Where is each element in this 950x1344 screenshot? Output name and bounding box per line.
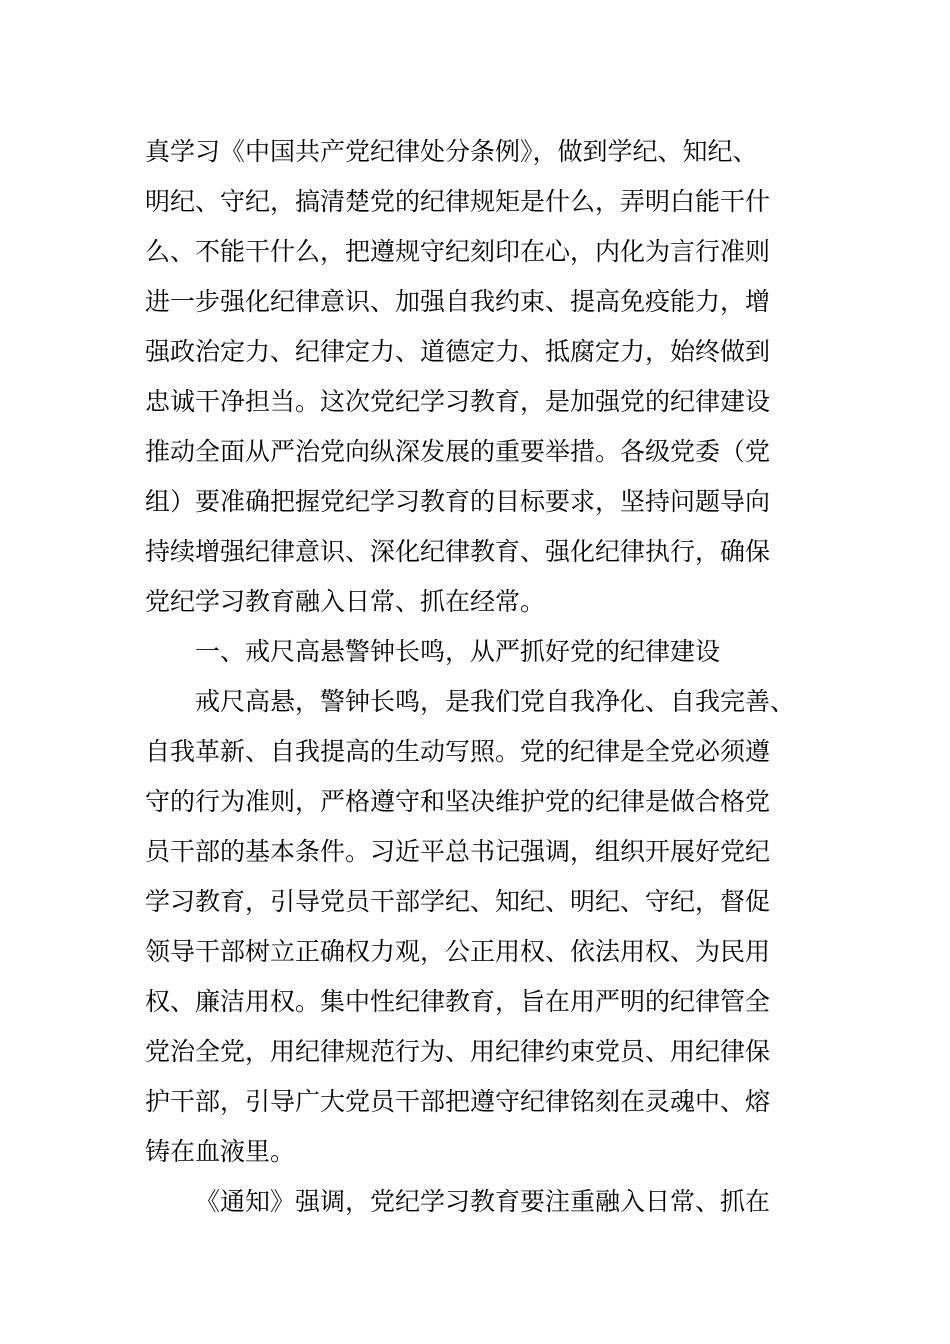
text-line: 么、不能干什么，把遵规守纪刻印在心，内化为言行准则 [145,237,771,266]
paragraph-start-line: 戒尺高悬，警钟长鸣，是我们党自我净化、自我完善、 [195,687,796,716]
text-line: 护干部，引导广大党员干部把遵守纪律铭刻在灵魂中、熔 [145,1087,771,1116]
text-line: 守的行为准则，严格遵守和坚决维护党的纪律是做合格党 [145,787,771,816]
text-line: 权、廉洁用权。集中性纪律教育，旨在用严明的纪律管全 [145,987,771,1016]
text-line: 忠诚干净担当。这次党纪学习教育，是加强党的纪律建设 [145,387,771,416]
section-heading: 一、戒尺高悬警钟长鸣，从严抓好党的纪律建设 [195,637,721,666]
paragraph-start-line: 《通知》强调，党纪学习教育要注重融入日常、抓在 [195,1187,771,1216]
text-line: 真学习《中国共产党纪律处分条例》，做到学纪、知纪、 [145,137,758,166]
text-line: 进一步强化纪律意识、加强自我约束、提高免疫能力，增 [145,287,771,316]
text-line: 员干部的基本条件。习近平总书记强调，组织开展好党纪 [145,837,771,866]
text-line: 领导干部树立正确权力观，公正用权、依法用权、为民用 [145,937,771,966]
text-line: 持续增强纪律意识、深化纪律教育、强化纪律执行，确保 [145,537,771,566]
text-line: 党治全党，用纪律规范行为、用纪律约束党员、用纪律保 [145,1037,771,1066]
text-line: 党纪学习教育融入日常、抓在经常。 [145,587,546,616]
text-line: 铸在血液里。 [145,1137,296,1166]
text-line: 推动全面从严治党向纵深发展的重要举措。各级党委（党 [145,437,771,466]
document-body [145,127,825,1227]
text-line: 组）要准确把握党纪学习教育的目标要求，坚持问题导向 [145,487,771,516]
text-line: 学习教育，引导党员干部学纪、知纪、明纪、守纪，督促 [145,887,771,916]
text-line: 明纪、守纪，搞清楚党的纪律规矩是什么，弄明白能干什 [145,187,771,216]
text-line: 强政治定力、纪律定力、道德定力、抵腐定力，始终做到 [145,337,771,366]
text-line: 自我革新、自我提高的生动写照。党的纪律是全党必须遵 [145,737,771,766]
